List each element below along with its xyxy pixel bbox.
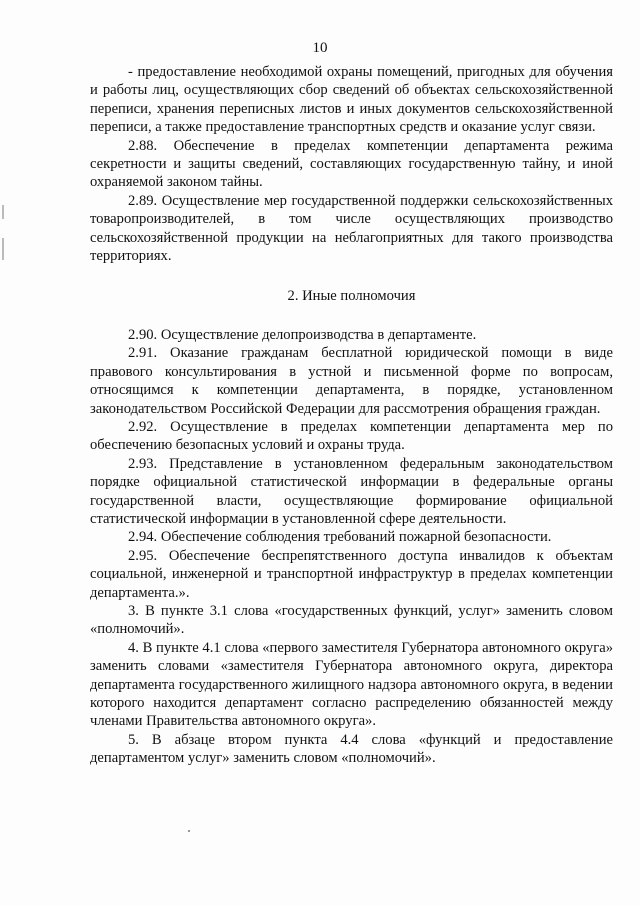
paragraph-amendment-3: 3. В пункте 3.1 слова «государственных функций, услуг» заменить словом «полномочий». — [90, 602, 613, 638]
scan-margin-mark — [2, 238, 4, 260]
paragraph-2-90: 2.90. Осуществление делопроизводства в департаменте. — [128, 326, 477, 343]
scan-speck — [188, 830, 190, 832]
paragraph-2-91: 2.91. Оказание гражданам бесплатной юридической помощи в виде правового консультирования в устной и письменной форме по вопросам, относящимся к компетенции департамента, в порядке, установленном законодательством Российской Федерации для рассмотрения обращения граждан. — [90, 345, 613, 417]
paragraph-premises-protection: - предоставление необходимой охраны помещений, пригодных для обучения и работы лиц, осуществляющих сбор сведений об объектах сельскохозяйственной переписи, хранения переписных листов и иных документов сельскохозяйственной переписи, а также предоставление транспортных средств и оказание услуг связи. — [90, 64, 613, 136]
paragraph-2-88: 2.88. Обеспечение в пределах компетенции департамента режима секретности и защиты сведений, составляющих государственную тайну, и иной охраняемой законом тайны. — [90, 137, 613, 191]
paragraph-2-95: 2.95. Обеспечение беспрепятственного доступа инвалидов к объектам социальной, инженерной и транспортной инфраструктур в пределах компетенции департамента.». — [90, 547, 613, 601]
document-body — [90, 63, 613, 768]
paragraph-2-89: 2.89. Осуществление мер государственной поддержки сельскохозяйственных товаропроизводителей, в том числе осуществляющих производство сельскохозяйственной продукции на неблагоприятных для такого производства территориях. — [90, 192, 613, 265]
page-number: 10 — [312, 40, 328, 56]
paragraph-2-94: 2.94. Обеспечение соблюдения требований пожарной безопасности. — [128, 529, 552, 546]
section-heading: 2. Иные полномочия — [287, 288, 416, 305]
paragraph-amendment-5: 5. В абзаце втором пункта 4.4 слова «функций и предоставление департаментом услуг» заменить словом «полномочий». — [90, 731, 613, 767]
paragraph-2-92: 2.92. Осуществление в пределах компетенции департамента мер по обеспечению безопасных условий и охраны труда. — [90, 418, 613, 454]
paragraph-2-93: 2.93. Представление в установленном федеральным законодательством порядке официальной статистической информации в федеральные органы государственной власти, осуществляющие формирование официальной статистической информации в установленной сфере деятельности. — [90, 455, 613, 527]
scan-margin-mark — [2, 205, 4, 219]
paragraph-amendment-4: 4. В пункте 4.1 слова «первого заместителя Губернатора автономного округа» заменить словами «заместителя Губернатора автономного округа, директора департамента государственного жилищного надзора автономного округа, в ведении которого находится департамент согласно распределению обязанностей между членами Правительства автономного округа». — [90, 639, 613, 730]
